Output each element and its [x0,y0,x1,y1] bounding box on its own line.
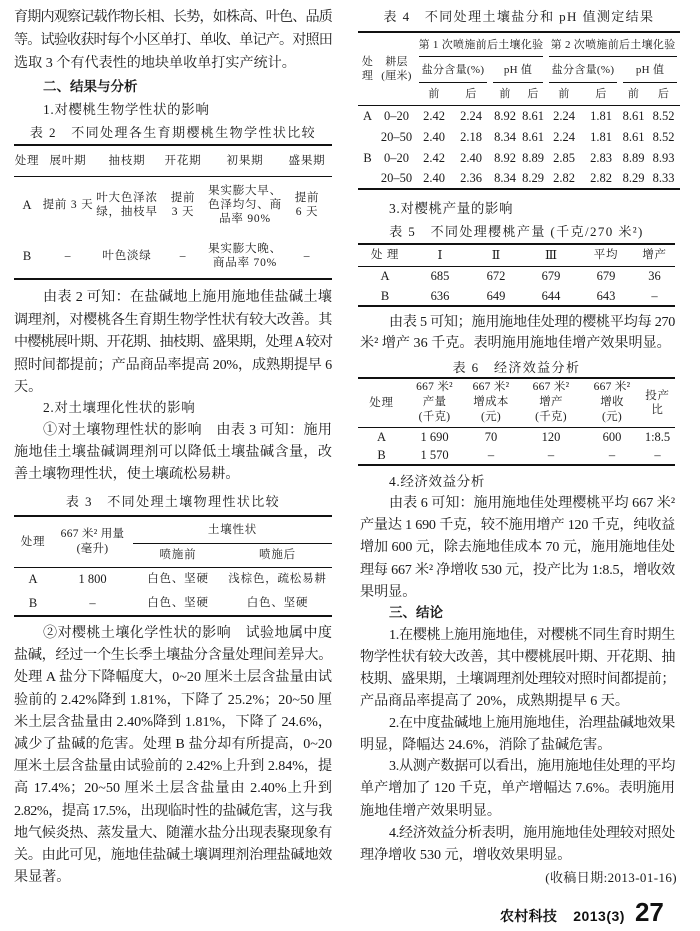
table-cell [40,233,96,279]
cell-line: 绿，抽枝早 [96,205,158,218]
table-cell: 600 [602,429,622,444]
text-line: 育期内观察记载作物长相、长势，如株高、叶色、品质 [14,9,332,25]
page-footer [500,897,664,929]
text-line: 施地佳增产效果明显。 [360,802,501,819]
header-line: 耕层 [385,55,408,68]
cell-line: 果实膨大早、 [208,184,282,197]
received-date: (收稿日期:2013-01-16) [545,870,677,885]
column-header [640,378,675,427]
text-line: 验前的 2.42%降到 1.81%，下降了 25.2%；20~50 厘 [14,691,332,708]
text-line: 等。试验收获时每个小区单打、单收、单记产。对照田 [14,32,332,48]
table-cell: 8.89 [622,150,645,165]
layer-cell: 0–20 [384,108,409,123]
table-cell: 白色、坚硬 [246,597,309,609]
table-cell: 8.33 [652,171,675,185]
text-line: 单产增加了 120 千克，单产增幅达 7.6%。表明施用 [360,780,675,797]
table-cell: 8.61 [622,108,645,123]
cell-line: 提前 [294,191,320,204]
text-line: 盐碱，经过一个生长季土壤盐分含量处理间差异大。 [14,647,332,664]
text-line: 1.在樱桃上施用施地佳，对樱桃不同生育时期生 [389,627,675,643]
table-cell: 636 [430,288,450,303]
table-row [358,446,675,465]
table-cell: 8.52 [652,108,675,123]
treatment-cell [358,126,377,147]
paragraph-economic [360,492,675,603]
text-line: 减少了盐碱的危害。处理 B 盐分却有所提高，0~20 [14,735,332,752]
treatment-cell: A [376,429,387,444]
table-cell: 672 [486,269,506,284]
paragraph-table2-discussion [14,286,332,399]
header-line: (元) [601,411,623,424]
table-cell: 8.52 [652,129,675,144]
table-cell: 2.36 [460,171,482,185]
text-line: 2.82%，提高 17.5%，出现临时性的盐碱危害，这与我 [14,802,332,819]
journal-name: 农村科技 [500,908,558,924]
text-line: 高 17.4%；20~50 厘米土层含盐量由 2.40%上升到 [14,780,332,797]
table-4-title: 表 4 不同处理土壤盐分和 pH 值测定结果 [383,9,655,24]
header-line: 处理 [369,396,394,409]
text-line: 天。 [14,379,43,395]
intro-paragraph [14,6,332,75]
table-header-row [14,145,332,176]
header-line: (千克) [535,411,567,424]
table-cell: 2.83 [590,150,612,165]
column-header: 处理 [14,145,40,176]
table-2-biological-traits [14,144,332,280]
header-line: 增产 [539,396,563,409]
text-line: 关。由此可见，施地佳盐碱土壤调理剂治理盐碱地效 [14,846,332,863]
column-header: 喷施前 [133,543,223,567]
table-cell: 白色、坚硬 [147,573,209,586]
cell-line: 商品率 70% [212,256,278,269]
table-cell: 1:8.5 [644,429,671,444]
column-header: 喷施后 [223,543,332,567]
column-header: 前 [546,83,582,105]
header-line: 产量 [422,396,447,409]
header-line: 667 米² [593,381,631,394]
table-cell: 2.42 [423,108,445,123]
table-cell: 8.34 [494,171,516,185]
table-cell: 70 [484,429,498,444]
subgroup-header: pH 值 [620,57,680,83]
subheading-economic: 4.经济效益分析 [389,474,485,489]
column-header: 后 [582,83,620,105]
text-line: 果明显。 [360,583,417,600]
paragraph-yield [360,312,675,354]
table-cell: 679 [541,269,561,284]
treatment-cell: B [28,596,38,610]
layer-cell: 20–50 [380,171,413,185]
text-line: 明显，降幅达 24.6%，消除了盐碱危害。 [360,737,612,753]
page-number: 27 [634,897,664,927]
table-cell: 643 [596,288,616,303]
table-cell: 120 [541,429,561,444]
table-cell [282,233,332,279]
table-cell: 685 [430,269,450,284]
column-header [358,378,405,427]
table-cell: 1 800 [78,572,107,587]
section-heading-conclusion: 三、结论 [389,605,443,621]
treatment-cell [358,168,377,189]
text-line: 施地佳土壤盐碱调理剂可以降低土壤盐碱含量，改 [14,444,332,460]
header-line: 667 米² 用量 [60,527,125,540]
header-line: (厘米) [381,69,412,82]
table-cell: 2.24 [460,108,482,123]
header-line: 667 米² [472,381,510,394]
table-cell: – [547,448,555,462]
column-header: 前 [416,83,452,105]
table-2-title: 表 2 不同处理各生育期樱桃生物学性状比较 [29,125,317,140]
header-line: 投产 [645,389,670,402]
conclusion-1 [360,624,675,712]
text-line: 由表 5 可知；施用施地佳处理的樱桃平均每 270 [389,314,675,330]
table-cell: 8.61 [522,129,544,144]
cell-line: – [303,249,311,262]
column-header: 后 [647,83,680,105]
column-header [518,378,584,427]
table-cell [40,176,96,233]
column-header: 抽枝期 [96,145,158,176]
column-header: 前 [490,83,520,105]
text-line: 米土层含盐量由 2.40%降到 1.81%，下降了 24.6%， [14,713,332,730]
column-header: 展叶期 [40,145,96,176]
table-cell [96,233,158,279]
cell-line: – [64,249,72,262]
table-row [358,168,680,189]
column-header: Ⅲ [524,244,578,266]
text-line: 果显著。 [14,869,71,886]
cell-line: 叶大色泽浓 [96,191,158,204]
text-line: 4.经济效益分析表明，施用施地佳处理较对照处 [389,825,675,841]
paragraph-physical-properties [14,419,332,485]
cell-line: 色泽均匀、商 [208,198,282,211]
column-header [405,378,464,427]
column-header: 处 理 [358,244,412,266]
cell-line: 6 天 [295,205,319,218]
treatment-cell: B [377,448,386,462]
table-header-row [358,244,675,266]
table-3-title: 表 3 不同处理土壤物理性状比较 [65,494,281,509]
table-cell [208,233,282,279]
table-cell: 649 [486,288,506,303]
text-line: 厘米土层含盐量由试验前的 2.42%上升到 2.84%，提 [14,758,332,775]
column-header [464,378,518,427]
treatment-cell: B [22,248,32,263]
column-header-treatment [358,32,377,105]
table-3-soil-physical [14,515,332,617]
column-header: 开花期 [158,145,208,176]
column-header: 处理 [14,516,52,567]
table-row [358,147,680,168]
table-cell: 1.81 [590,129,612,144]
table-5-title: 表 5 不同处理樱桃产量 (千克/270 米²) [389,224,644,239]
issue-number: 2013(3) [573,908,625,924]
column-header [52,516,133,567]
text-line: 善土壤物理性状，使土壤疏松易耕。 [14,466,240,482]
subgroup-header: 盐分含量(%) [546,57,620,83]
text-line: 理净增收 530 元，增收效果明显。 [360,847,572,863]
cell-line: 果实膨大晚、 [208,242,282,255]
text-line: 地气候炎热、蒸发量大、随灌水盐分出现表聚现象有 [14,824,332,841]
table-header-row [358,32,680,57]
header-line: 比 [651,403,664,416]
column-header: 前 [620,83,647,105]
table-cell [158,176,208,233]
column-header: 初果期 [208,145,282,176]
text-line: 理每 667 米² 净增收 530 元，投产比为 1:8.5，增收效 [360,561,675,578]
table-cell: 1 570 [420,448,449,462]
table-cell: 8.61 [622,129,645,144]
column-header: 盛果期 [282,145,332,176]
table-row [358,126,680,147]
cell-line: 提前 3 天 [42,198,94,211]
table-cell: 8.93 [652,150,675,165]
header-line: (千克) [418,411,451,424]
table-cell: 679 [596,269,616,284]
table-5-yield [358,243,675,307]
table-cell: 8.89 [522,150,544,165]
table-row [358,427,675,446]
conclusion-3 [360,755,675,822]
cell-line: 提前 [170,191,196,204]
group-header: 第 1 次喷施前后土壤化验 [416,32,546,57]
text-line: 米² 增产 36 千克。表明施用施地佳增产效果明显。 [360,335,671,351]
table-6-title: 表 6 经济效益分析 [452,360,581,375]
header-line: 增成本 [473,396,509,409]
table-4-salt-ph [358,31,680,190]
table-row [14,567,332,591]
column-header: 后 [520,83,546,105]
table-cell: 2.85 [553,150,575,165]
subgroup-header: 盐分含量(%) [416,57,490,83]
table-cell: 2.24 [553,108,575,123]
text-line: ②对樱桃土壤化学性状的影响 试验地属中度 [43,625,332,641]
table-row [14,591,332,616]
text-line: ①对土壤物理性状的影响 由表 3 可知：施用 [43,422,332,438]
cell-line: 品率 90% [219,212,271,225]
table-cell: – [651,288,658,303]
cell-line: 3 天 [171,205,195,218]
table-cell: 白色、坚硬 [147,597,209,609]
column-header [584,378,640,427]
table-cell: 2.42 [423,150,445,165]
table-cell: – [89,596,96,610]
table-cell: 1 690 [420,429,449,444]
table-cell: 8.29 [622,171,645,185]
table-cell: 8.34 [494,129,516,144]
column-header: Ⅱ [468,244,524,266]
treatment-cell: A [22,197,32,212]
table-cell [96,176,158,233]
table-cell: 8.92 [494,150,516,165]
subheading-biological-traits: 1.对樱桃生物学性状的影响 [43,102,210,117]
text-line: 调理剂，对樱桃各生育期生物学性状有较大改善。其 [14,311,332,328]
table-cell: – [608,448,616,462]
text-line: 处理 A 盐分下降幅度大，0~20 厘米土层含盐量由试 [14,669,332,686]
table-cell: – [487,448,495,462]
text-line: 由表 2 可知：在盐碱地上施用施地佳盐碱土壤 [43,289,332,305]
table-cell: 36 [648,269,661,284]
header-line: 667 米² [416,381,453,394]
column-header: 增产 [634,244,675,266]
column-header: Ⅰ [412,244,468,266]
column-header-layer [377,32,416,105]
table-cell: 浅棕色，疏松易耕 [228,573,327,586]
table-header-row [358,378,675,427]
subheading-soil-properties: 2.对土壤理化性状的影响 [43,400,196,415]
table-cell: 2.24 [553,129,575,144]
section-heading-results: 二、结果与分析 [43,79,138,95]
treatment-cell: B [380,288,390,303]
text-line: 产量达 1 690 千克，较不施用增产 120 千克，纯收益 [360,517,675,534]
header-line: 理 [361,69,374,82]
header-line: 667 米² [532,381,570,394]
group-header: 第 2 次喷施前后土壤化验 [546,32,680,57]
paragraph-chemical-properties [14,622,332,888]
table-cell: 2.82 [590,171,612,185]
text-line: 枝期、盛果期，土壤调理剂处理较对照时间都提前； [360,671,675,687]
conclusion-2 [360,712,675,756]
table-cell: 2.40 [423,171,445,185]
table-cell: 1.81 [590,108,612,123]
layer-cell: 20–50 [380,129,413,144]
table-row [358,286,675,306]
table-row [14,176,332,233]
treatment-cell: A [380,269,390,284]
text-line: 选取 3 个有代表性的地块单收单打实产统计。 [14,55,296,71]
table-cell: 2.82 [553,171,575,185]
text-line: 产品商品率提高了 20%，成熟期提早 6 天。 [360,693,629,709]
text-line: 物学性状有较大改善，其中樱桃展叶期、开花期、抽 [360,649,675,665]
layer-cell: 0–20 [384,150,409,165]
table-cell: 644 [541,288,561,303]
table-cell: 8.29 [522,171,544,185]
treatment-cell: A [28,572,38,587]
header-line: (毫升) [76,542,109,555]
table-cell [282,176,332,233]
subgroup-header: pH 值 [490,57,546,83]
column-header: 平均 [578,244,634,266]
table-cell [158,233,208,279]
table-6-economic [358,377,675,466]
table-cell: – [654,448,661,462]
table-row [358,266,675,286]
table-cell: 2.18 [460,129,482,144]
text-line: 照时间都提前；产品商品率提高 20%，成熟期提早 6 [14,356,332,373]
text-line: 2.在中度盐碱地上施用施地佳，治理盐碱地效果 [389,715,675,731]
table-cell: 2.40 [423,129,445,144]
header-line: (元) [480,411,502,424]
cell-line: – [179,249,187,262]
group-header: 土壤性状 [133,516,332,543]
subheading-yield: 3.对樱桃产量的影响 [389,201,514,216]
treatment-cell: A [362,108,373,123]
header-line: 处 [361,55,374,68]
cell-line: 叶色淡绿 [102,249,152,262]
table-cell: 8.61 [522,108,544,123]
text-line: 中樱桃展叶期、开花期、抽枝期、盛果期，处理 A 较对 [14,334,332,350]
table-header-row [14,516,332,543]
column-header: 后 [452,83,490,105]
header-line: 增收 [600,396,624,409]
text-line: 3.从测产数据可以看出，施用施地佳处理的平均 [389,758,675,774]
table-cell: 8.92 [494,108,516,123]
table-cell: 2.40 [460,150,482,165]
treatment-cell: B [363,150,372,165]
text-line: 增加 600 元，除去施地佳成本 70 元，施用施地佳处 [360,539,675,556]
conclusion-4 [360,822,675,866]
table-row [14,233,332,279]
table-row [358,105,680,126]
table-cell [208,176,282,233]
text-line: 由表 6 可知：施用施地佳处理樱桃平均 667 米² [389,495,676,511]
